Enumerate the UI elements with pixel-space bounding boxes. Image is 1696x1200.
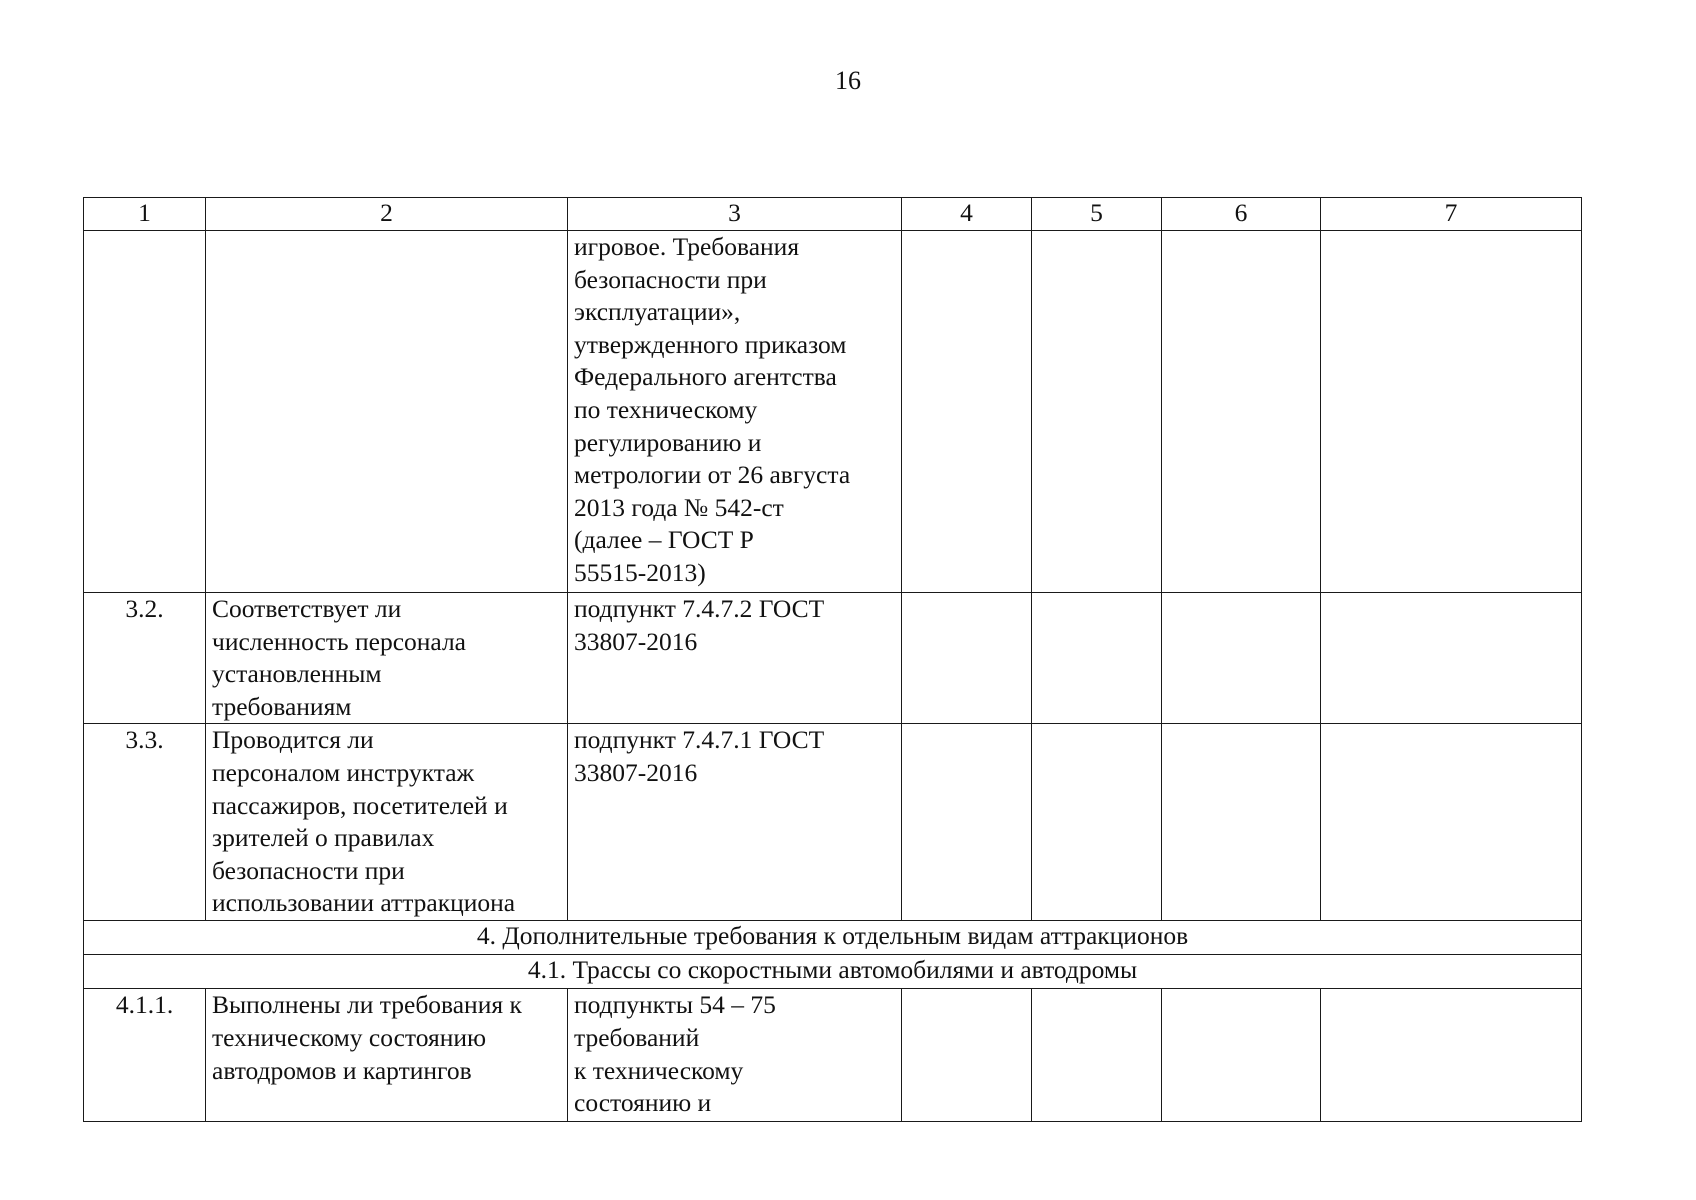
row-cell-5 [1032,989,1162,1122]
question-line: Проводится ли [212,725,374,755]
question-line: Выполнены ли требования к [212,990,522,1020]
page-number: 16 [835,66,861,95]
table-row [84,724,1582,921]
reference-line: состоянию и [574,1088,712,1118]
reference-line: подпункт 7.4.7.2 ГОСТ [574,594,825,623]
col-header-3: 3 [568,198,902,231]
row-question [206,593,568,724]
reference-line: безопасности при [574,264,767,294]
row-cell-6 [1162,231,1321,593]
row-cell-7 [1321,724,1582,921]
col-header-1: 1 [84,198,206,231]
reference-line: 2013 года № 542-ст [574,492,784,522]
reference-line: метрологии от 26 августа [574,460,851,490]
row-cell-4 [902,989,1032,1122]
question-line: персоналом инструктаж [212,757,475,787]
section-title: 4. Дополнительные требования к отдельным видам аттракционов [84,921,1582,955]
reference-line: регулированию и [574,427,762,457]
reference-line: по техническому [574,394,758,424]
question-line: безопасности при [212,855,405,885]
col-header-5: 5 [1032,198,1162,231]
subsection-row [84,955,1582,989]
reference-line: 55515-2013) [574,557,706,587]
row-reference [568,593,902,724]
row-question [206,989,568,1122]
reference-line: игровое. Требования [574,232,800,261]
row-reference [568,724,902,921]
row-cell-6 [1162,593,1321,724]
question-line: использовании аттракциона [212,888,516,918]
reference-line: (далее – ГОСТ Р [574,525,754,555]
table-row [84,231,1582,593]
reference-line: утвержденного приказом [574,329,847,359]
header-row [84,198,1582,231]
reference-line: 33807-2016 [574,626,698,656]
row-cell-7 [1321,231,1582,593]
question-line: требованиям [212,691,352,721]
question-line: автодромов и картингов [212,1055,472,1085]
section-row [84,921,1582,955]
col-header-7: 7 [1321,198,1582,231]
row-number: 3.2. [84,593,206,724]
row-cell-6 [1162,724,1321,921]
question-line: зрителей о правилах [212,823,435,853]
row-cell-5 [1032,593,1162,724]
col-header-2: 2 [206,198,568,231]
row-number [84,231,206,593]
reference-line: Федерального агентства [574,362,837,392]
reference-line: подпункт 7.4.7.1 ГОСТ [574,725,825,755]
row-cell-4 [902,593,1032,724]
row-number: 4.1.1. [84,989,206,1122]
reference-line: к техническому [574,1055,744,1085]
row-reference [568,989,902,1122]
table-row [84,593,1582,724]
col-header-4: 4 [902,198,1032,231]
question-line: техническому состоянию [212,1022,487,1052]
question-line: численность персонала [212,626,466,656]
question-line: пассажиров, посетителей и [212,790,508,820]
reference-line: эксплуатации», [574,297,741,327]
subsection-title: 4.1. Трассы со скоростными автомобилями и автодромы [84,955,1582,989]
row-reference [568,231,902,593]
table-row [84,989,1582,1122]
row-cell-7 [1321,593,1582,724]
row-cell-4 [902,231,1032,593]
row-cell-5 [1032,231,1162,593]
reference-line: подпункты 54 – 75 [574,990,776,1020]
checklist-table [83,197,1582,1122]
row-cell-7 [1321,989,1582,1122]
question-line: установленным [212,659,382,689]
row-question [206,724,568,921]
reference-line: 33807-2016 [574,757,698,787]
col-header-6: 6 [1162,198,1321,231]
row-cell-5 [1032,724,1162,921]
reference-line: требований [574,1022,700,1052]
row-cell-4 [902,724,1032,921]
row-cell-6 [1162,989,1321,1122]
row-number: 3.3. [84,724,206,921]
row-question [206,231,568,593]
question-line: Соответствует ли [212,594,402,623]
